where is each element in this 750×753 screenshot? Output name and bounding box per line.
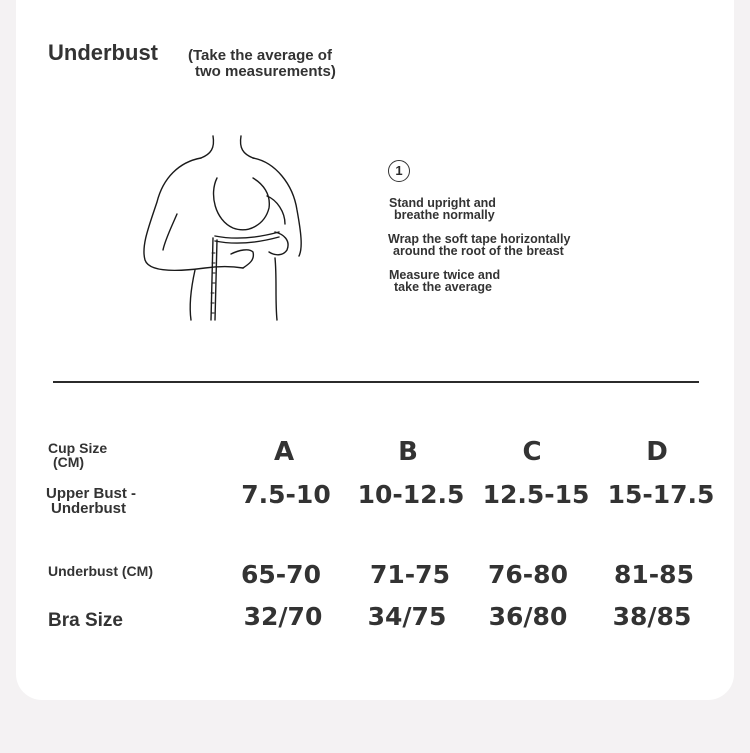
cup-cell: C (522, 437, 542, 467)
difference-label: Upper Bust - Underbust (46, 485, 136, 517)
bra-size-label: Bra Size (48, 610, 123, 631)
bra-size-cell: 38/85 (612, 602, 692, 631)
bra-size-cell: 32/70 (243, 602, 323, 631)
underbust-cell: 65-70 (241, 560, 321, 589)
cup-cell: A (273, 437, 295, 467)
difference-cell: 7.5-10 (241, 480, 331, 509)
section-title: Underbust (48, 40, 158, 65)
note-line-2: two measurements) (195, 63, 336, 80)
bra-size-cell: 36/80 (488, 602, 568, 631)
size-guide-card (16, 0, 734, 700)
measuring-figure-illustration (135, 128, 315, 323)
instruction-step-2: Wrap the soft tape horizontally around the root of the breast (388, 232, 571, 258)
underbust-cell: 71-75 (370, 560, 450, 589)
underbust-cell: 76-80 (488, 560, 568, 589)
instruction-step-3: Measure twice and take the average (389, 268, 501, 294)
note-line-1: (Take the average of (188, 47, 332, 64)
underbust-label: Underbust (CM) (48, 563, 153, 579)
bra-size-cell: 34/75 (367, 602, 447, 631)
difference-cell: 10-12.5 (357, 480, 465, 509)
cup-cell: B (398, 437, 418, 467)
section-note (188, 48, 336, 80)
instruction-step-1: Stand upright and breathe normally (389, 196, 496, 222)
section-divider (53, 381, 699, 383)
cup-size-label: Cup Size (CM) (48, 440, 108, 470)
step-number-badge: 1 (388, 160, 410, 182)
difference-cell: 15-17.5 (607, 480, 715, 509)
underbust-cell: 81-85 (614, 560, 694, 589)
cup-cell: D (646, 437, 668, 467)
difference-cell: 12.5-15 (482, 480, 590, 509)
